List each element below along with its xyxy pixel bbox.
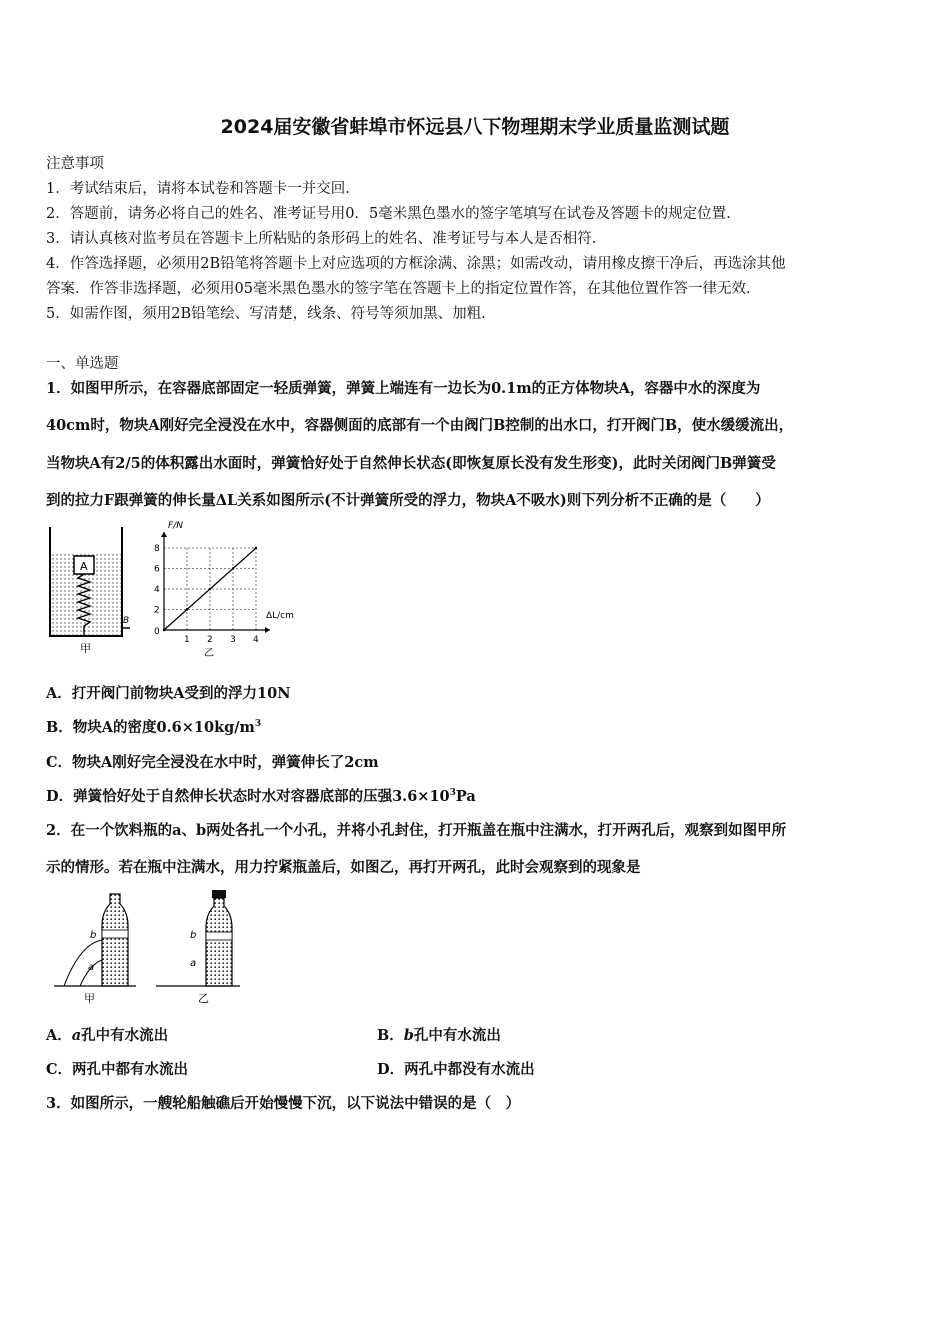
q2-bottle-figure-jia bbox=[50, 886, 140, 1008]
q2-text-line: 示的情形。若在瓶中注满水，用力拧紧瓶盖后，如图乙，再打开两孔，此时会观察到的现象是 bbox=[46, 859, 641, 876]
valve-label: B bbox=[123, 616, 130, 626]
notice-heading: 注意事项 bbox=[46, 156, 104, 172]
q1-container-figure bbox=[44, 522, 134, 657]
data-point bbox=[209, 588, 211, 590]
bottle-cap bbox=[212, 890, 226, 898]
y-axis-label: F/N bbox=[168, 521, 183, 531]
y-tick-label: 4 bbox=[154, 585, 160, 595]
q1-text-line: 40cm时，物块A刚好完全浸没在水中，容器侧面的底部有一个由阀门B控制的出水口，打开阀门B，使水缓缓流出， bbox=[46, 417, 794, 434]
option-letter: A． bbox=[46, 685, 72, 702]
option-letter: C． bbox=[46, 1061, 73, 1078]
figure-label-yi: 乙 bbox=[198, 992, 209, 1005]
bottle-label-band bbox=[102, 930, 128, 938]
option-unit: Pa bbox=[455, 788, 476, 805]
q2-option-c[interactable] bbox=[46, 1058, 188, 1079]
option-letter: B． bbox=[377, 1027, 404, 1044]
data-point bbox=[232, 567, 234, 569]
bottle-label-band bbox=[206, 932, 232, 940]
option-letter: A． bbox=[46, 1027, 72, 1044]
option-text: 孔中有水流出 bbox=[81, 1027, 169, 1044]
hole-b-label: b bbox=[190, 930, 197, 941]
x-tick-label: 3 bbox=[230, 635, 236, 645]
x-tick-label: 2 bbox=[207, 635, 213, 645]
hole-b-label: b bbox=[90, 930, 97, 941]
data-point bbox=[255, 547, 257, 549]
option-letter: C． bbox=[46, 754, 73, 771]
y-tick-label: 2 bbox=[154, 605, 160, 616]
notice-item: 4．作答选择题，必须用2B铅笔将答题卡上对应选项的方框涂满、涂黑；如需改动，请用橡皮擦干净后，再选涂其他 bbox=[46, 256, 786, 272]
page-title: 2024届安徽省蚌埠市怀远县八下物理期末学业质量监测试题 bbox=[220, 116, 730, 138]
x-tick-label: 1 bbox=[184, 635, 190, 645]
option-superscript: 3 bbox=[449, 788, 456, 799]
q1-option-d[interactable] bbox=[46, 785, 476, 806]
figure-label-jia: 甲 bbox=[84, 992, 95, 1005]
block-a-label: A bbox=[80, 560, 88, 573]
option-text: 物块A的密度0.6×10kg/m bbox=[72, 719, 255, 736]
notice-item: 2．答题前，请务必将自己的姓名、准考证号用0．5毫米黑色墨水的签字笔填写在试卷及答题卡的规定位置. bbox=[46, 206, 731, 222]
hole-a-label: a bbox=[190, 958, 197, 969]
q2-option-b[interactable] bbox=[377, 1024, 501, 1045]
q2-option-d[interactable] bbox=[377, 1058, 535, 1079]
q3-text-line: 3．如图所示，一艘轮船触礁后开始慢慢下沉，以下说法中错误的是（ ） bbox=[46, 1095, 521, 1112]
q2-option-a[interactable] bbox=[46, 1024, 168, 1045]
y-tick-label: 6 bbox=[154, 564, 160, 575]
q1-force-chart bbox=[150, 518, 310, 660]
option-italic: a bbox=[71, 1027, 82, 1044]
option-text: 物块A刚好完全浸没在水中时，弹簧伸长了2cm bbox=[72, 754, 379, 771]
notice-item: 1．考试结束后，请将本试卷和答题卡一并交回. bbox=[46, 181, 350, 197]
notice-item: 3．请认真核对监考员在答题卡上所粘贴的条形码上的姓名、准考证号与本人是否相符. bbox=[46, 231, 597, 247]
option-text: 两孔中都没有水流出 bbox=[404, 1061, 535, 1078]
option-text: 打开阀门前物块A受到的浮力10N bbox=[71, 685, 291, 702]
origin-label: 0 bbox=[154, 627, 160, 637]
data-point bbox=[163, 629, 165, 631]
option-italic: b bbox=[403, 1027, 414, 1044]
x-tick-label: 4 bbox=[253, 635, 259, 645]
y-tick-label: 8 bbox=[154, 544, 160, 554]
notice-item: 5．如需作图，须用2B铅笔绘、写清楚，线条、符号等须加黑、加粗. bbox=[46, 306, 486, 322]
figure-label-jia: 甲 bbox=[80, 642, 91, 655]
hole-a-label: a bbox=[88, 962, 95, 973]
option-text: 两孔中都有水流出 bbox=[72, 1061, 189, 1078]
option-text: 孔中有水流出 bbox=[413, 1027, 501, 1044]
notice-item: 答案．作答非选择题，必须用05毫米黑色墨水的签字笔在答题卡上的指定位置作答，在其他位置作答一律无效. bbox=[46, 281, 751, 297]
option-letter: B． bbox=[46, 719, 73, 736]
option-superscript: 3 bbox=[254, 719, 262, 730]
q1-text-line: 到的拉力F跟弹簧的伸长量ΔL关系如图所示(不计弹簧所受的浮力，物块A不吸水)则下列分析不正确的是（ ） bbox=[46, 492, 770, 509]
section-heading: 一、单选题 bbox=[46, 356, 119, 372]
bottle-body bbox=[206, 898, 232, 986]
q1-option-c[interactable] bbox=[46, 751, 379, 772]
q1-text-line: 当物块A有2/5的体积露出水面时，弹簧恰好处于自然伸长状态(即恢复原长没有发生形变)，此时关闭阀门B弹簧受 bbox=[46, 455, 776, 472]
x-axis-arrow bbox=[265, 627, 270, 633]
option-letter: D． bbox=[46, 788, 74, 805]
q2-text-line: 2．在一个饮料瓶的a、b两处各扎一个小孔，并将小孔封住，打开瓶盖在瓶中注满水，打开两孔后，观察到如图甲所 bbox=[46, 822, 787, 839]
option-letter: D． bbox=[377, 1061, 405, 1078]
q1-option-b[interactable] bbox=[46, 716, 261, 737]
bottle-body bbox=[102, 894, 128, 986]
option-text: 弹簧恰好处于自然伸长状态时水对容器底部的压强3.6×10 bbox=[73, 788, 450, 805]
x-axis-label: ΔL/cm bbox=[266, 611, 294, 621]
q2-bottle-figure-yi bbox=[154, 886, 244, 1008]
y-axis-arrow bbox=[161, 532, 167, 537]
figure-label-yi: 乙 bbox=[204, 648, 214, 659]
data-point bbox=[186, 608, 188, 610]
q1-text-line: 1．如图甲所示，在容器底部固定一轻质弹簧，弹簧上端连有一边长为0.1m的正方体物块A，容器中水的深度为 bbox=[46, 380, 761, 397]
q1-option-a[interactable] bbox=[46, 682, 290, 703]
